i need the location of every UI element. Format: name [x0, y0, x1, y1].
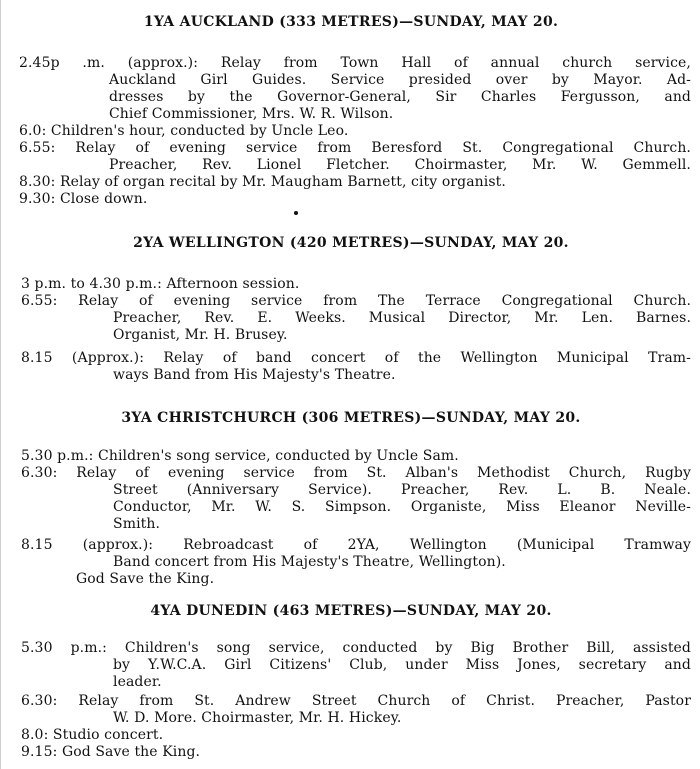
- auckland-line-4: Chief Commissioner, Mrs. W. R. Wilson.: [109, 106, 394, 122]
- auckland-line-9: 9.30: Close down.: [19, 191, 148, 207]
- auckland-line-7: Preacher, Rev. Lionel Fletcher. Choirmaster, Mr. W. Gemmell.: [109, 157, 691, 173]
- christchurch-line-7: Band concert from His Majesty's Theatre, Wellington).: [113, 554, 506, 570]
- auckland-line-1: 2.45p .m. (approx.): Relay from Town Hall of annual church service,: [19, 55, 691, 71]
- christchurch-line-6: 8.15 (approx.): Rebroadcast of 2YA, Wellington (Municipal Tramway: [21, 537, 691, 553]
- section-heading-dunedin: 4YA DUNEDIN (463 METRES)—SUNDAY, MAY 20.: [150, 603, 552, 619]
- wellington-line-2: 6.55: Relay of evening service from The Terrace Congregational Church.: [21, 293, 691, 309]
- christchurch-line-2: 6.30: Relay of evening service from St. Alban's Methodist Church, Rugby: [21, 465, 691, 481]
- dunedin-line-6: 8.0: Studio concert.: [21, 727, 164, 743]
- auckland-line-6: 6.55: Relay of evening service from Beresford St. Congregational Church.: [19, 140, 691, 156]
- section-heading-christchurch: 3YA CHRISTCHURCH (306 METRES)—SUNDAY, MAY 20.: [121, 410, 581, 426]
- dunedin-line-4: 6.30: Relay from St. Andrew Street Church of Christ. Preacher, Pastor: [21, 693, 691, 709]
- auckland-line-3: dresses by the Governor-General, Sir Charles Fergusson, and: [109, 89, 691, 105]
- christchurch-line-4: Conductor, Mr. W. S. Simpson. Organiste, Miss Eleanor Neville-: [113, 499, 691, 515]
- dunedin-line-7: 9.15: God Save the King.: [21, 744, 201, 760]
- dunedin-line-2: by Y.W.C.A. Girl Citizens' Club, under Miss Jones, secretary and: [113, 657, 691, 673]
- dunedin-line-5: W. D. More. Choirmaster, Mr. H. Hickey.: [113, 710, 402, 726]
- wellington-line-3: Preacher, Rev. E. Weeks. Musical Director, Mr. Len. Barnes.: [113, 310, 691, 326]
- ink-dot: [294, 211, 298, 215]
- section-heading-wellington: 2YA WELLINGTON (420 METRES)—SUNDAY, MAY 20.: [133, 235, 569, 251]
- wellington-line-4: Organist, Mr. H. Brusey.: [113, 327, 288, 343]
- dunedin-line-1: 5.30 p.m.: Children's song service, conducted by Big Brother Bill, assisted: [21, 640, 691, 656]
- auckland-line-8: 8.30: Relay of organ recital by Mr. Maugham Barnett, city organist.: [19, 174, 506, 190]
- dunedin-line-3: leader.: [113, 674, 162, 690]
- christchurch-line-1: 5.30 p.m.: Children's song service, conducted by Uncle Sam.: [21, 448, 459, 464]
- christchurch-line-3: Street (Anniversary Service). Preacher, Rev. L. B. Neale.: [113, 482, 691, 498]
- section-heading-auckland: 1YA AUCKLAND (333 METRES)—SUNDAY, MAY 20.: [143, 14, 559, 30]
- wellington-line-1: 3 p.m. to 4.30 p.m.: Afternoon session.: [21, 276, 300, 292]
- christchurch-line-8: God Save the King.: [76, 571, 215, 587]
- wellington-line-6: ways Band from His Majesty's Theatre.: [113, 367, 396, 383]
- christchurch-line-5: Smith.: [113, 516, 161, 532]
- auckland-line-5: 6.0: Children's hour, conducted by Uncle Leo.: [19, 123, 349, 139]
- wellington-line-5: 8.15 (Approx.): Relay of band concert of the Wellington Municipal Tram-: [21, 350, 691, 366]
- auckland-line-2: Auckland Girl Guides. Service presided over by Mayor. Ad-: [109, 72, 691, 88]
